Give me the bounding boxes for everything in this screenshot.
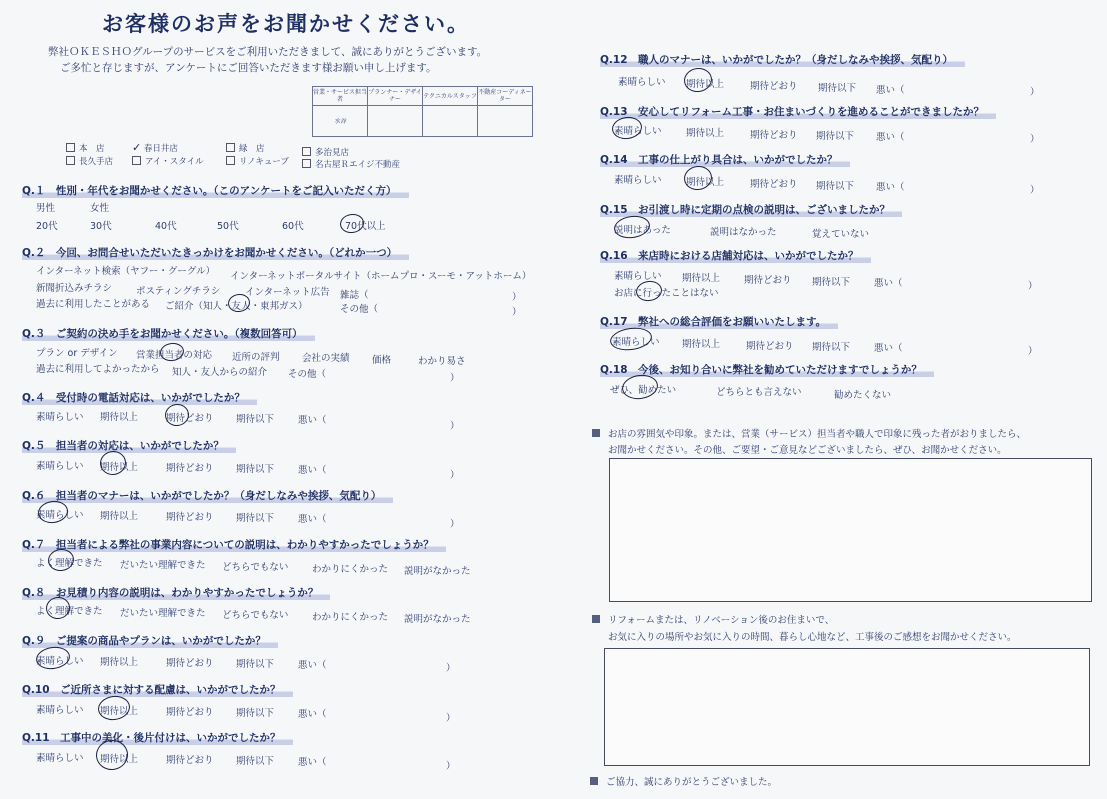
option-newspaper-flyer[interactable]: 新聞折込みチラシ (36, 283, 113, 294)
option-neighborhood-reputation[interactable]: 近所の評判 (232, 352, 280, 363)
checkbox-icon (66, 156, 75, 165)
question-q11: Q.11 工事中の美化・後片付けは、いかがでしたか？ (22, 730, 293, 745)
store-honten[interactable]: 本 店 (66, 142, 105, 154)
option-20s[interactable]: 20代 (36, 221, 58, 232)
staff-signature: 水谷 (313, 106, 368, 137)
store-nagakute[interactable]: 長久手店 (66, 155, 113, 167)
option-understood-well[interactable]: よく理解できた (36, 606, 103, 617)
option-above-expectation[interactable]: 期待以上 (100, 511, 139, 522)
option-above-expectation[interactable]: 期待以上 (682, 339, 721, 350)
close-paren: ） (450, 519, 460, 530)
option-hard-to-understand[interactable]: わかりにくかった (312, 564, 389, 575)
free-comment-1-prompt-line-1: お店の雰囲気や印象。または、営業（サービス）担当者や職人で印象に残った者がおりましたら、 (592, 426, 1026, 440)
question-q6: Q.６ 担当者のマナーは、いかがでしたか？（身だしなみや挨拶、気配り） (22, 488, 393, 503)
option-above-expectation[interactable]: 期待以上 (100, 706, 139, 717)
option-internet-ad[interactable]: インターネット広告 (245, 287, 330, 298)
store-kasugai[interactable]: ✓ 春日井店 (132, 141, 178, 154)
free-comment-2-textarea[interactable] (604, 648, 1090, 766)
option-above-expectation[interactable]: 期待以上 (100, 462, 139, 473)
close-paren: ） (1030, 134, 1040, 145)
question-q16: Q.16 来店時における店舗対応は、いかがでしたか？ (600, 248, 871, 263)
answer-circle (613, 214, 652, 241)
option-mostly-understood[interactable]: だいたい理解できた (120, 560, 206, 571)
checkbox-icon (226, 143, 235, 152)
option-excellent[interactable]: 素晴らしい (36, 510, 84, 521)
option-below-expectation[interactable]: 期待以下 (816, 181, 855, 192)
option-excellent[interactable]: 素晴らしい (36, 461, 84, 472)
close-paren: ） (1030, 87, 1040, 98)
option-above-expectation[interactable]: 期待以上 (682, 273, 721, 284)
option-bad[interactable]: 悪い（ (298, 757, 327, 768)
option-as-expected[interactable]: 期待どおり (166, 755, 214, 766)
option-below-expectation[interactable]: 期待以下 (236, 414, 275, 425)
option-bad[interactable]: 悪い（ (298, 415, 327, 426)
question-q1: Q.１ 性別・年代をお聞かせください。（このアンケートをご記入いただく方） (22, 183, 409, 198)
option-other[interactable]: その他（ (340, 304, 379, 315)
question-q4: Q.４ 受付時の電話対応は、いかがでしたか？ (22, 390, 257, 405)
option-bad[interactable]: 悪い（ (874, 343, 903, 354)
question-q9: Q.９ ご提案の商品やプランは、いかがでしたか？ (22, 633, 278, 648)
staff-header-realestate: 不動産コーディネーター (478, 87, 533, 106)
option-excellent[interactable]: 素晴らしい (36, 412, 84, 423)
option-as-expected[interactable]: 期待どおり (750, 130, 798, 141)
checkbox-icon (302, 159, 311, 168)
option-30s[interactable]: 30代 (90, 221, 112, 232)
option-below-expectation[interactable]: 期待以下 (236, 756, 275, 767)
question-q3: Q.３ ご契約の決め手をお聞かせください。（複数回答可） (22, 326, 315, 341)
store-midori[interactable]: 緑 店 (226, 142, 265, 154)
close-paren: ） (512, 292, 522, 303)
question-q18: Q.18 今後、お知り合いに弊社を勧めていただけますでしょうか？ (600, 362, 934, 377)
option-as-expected[interactable]: 期待どおり (750, 179, 798, 190)
option-below-expectation[interactable]: 期待以下 (236, 708, 275, 719)
question-q8: Q.８ お見積り内容の説明は、わかりやすかったでしょうか？ (22, 585, 330, 600)
close-paren: ） (450, 470, 460, 481)
option-below-expectation[interactable]: 期待以下 (236, 513, 275, 524)
option-plan-design[interactable]: プラン or デザイン (36, 348, 118, 359)
option-below-expectation[interactable]: 期待以下 (236, 464, 275, 475)
answer-circle (35, 645, 72, 672)
option-price[interactable]: 価格 (372, 355, 392, 366)
option-hard-to-understand[interactable]: わかりにくかった (312, 612, 389, 623)
staff-cell-planner (368, 106, 423, 137)
option-portal-site[interactable]: インターネットポータルサイト（ホームプロ・スーモ・アットホーム） (230, 271, 532, 282)
option-explained[interactable]: 説明はあった (614, 225, 671, 236)
close-paren: ） (1028, 346, 1038, 357)
intro-line-2: ご多忙と存じますが、アンケートにご回答いただきます様お願い申し上げます。 (60, 62, 437, 74)
square-bullet-icon (590, 777, 598, 785)
option-posting-flyer[interactable]: ポスティングチラシ (136, 286, 221, 297)
option-above-expectation[interactable]: 期待以上 (686, 177, 725, 188)
option-as-expected[interactable]: 期待どおり (166, 512, 214, 523)
close-paren: ） (446, 663, 456, 674)
option-neutral[interactable]: どちらでもない (222, 610, 289, 621)
checkbox-icon (132, 156, 141, 165)
option-excellent[interactable]: 素晴らしい (36, 705, 84, 716)
option-excellent[interactable]: 素晴らしい (36, 753, 84, 764)
square-bullet-icon (592, 615, 600, 623)
question-q2: Q.２ 今回、お問合せいただいたきっかけをお聞かせください。（どれか一つ） (22, 245, 409, 260)
option-bad[interactable]: 悪い（ (298, 514, 327, 525)
option-bad[interactable]: 悪い（ (298, 709, 327, 720)
checkbox-icon (66, 143, 75, 152)
option-no-explanation[interactable]: 説明がなかった (404, 614, 471, 625)
option-below-expectation[interactable]: 期待以下 (236, 659, 275, 670)
option-below-expectation[interactable]: 期待以下 (812, 342, 851, 353)
option-as-expected[interactable]: 期待どおり (166, 463, 214, 474)
staff-header-planner: プランナー・デザイナー (368, 87, 423, 106)
option-above-expectation[interactable]: 期待以上 (686, 79, 725, 90)
option-as-expected[interactable]: 期待どおり (166, 413, 214, 424)
free-comment-2-prompt-line-1: リフォームまたは、リノベーション後のお住まいで、 (592, 612, 834, 626)
option-bad[interactable]: 悪い（ (874, 278, 903, 289)
store-renocube[interactable]: リノキューブ (226, 155, 289, 167)
option-excellent[interactable]: 素晴らしい (614, 126, 662, 137)
option-as-expected[interactable]: 期待どおり (166, 707, 214, 718)
option-sales-response[interactable]: 営業担当者の対応 (136, 350, 213, 361)
question-q10: Q.10 ご近所さまに対する配慮は、いかがでしたか？ (22, 682, 293, 697)
question-q7: Q.７ 担当者による弊社の事業内容についての説明は、わかりやすかったでしょうか？ (22, 537, 446, 552)
option-not-explained[interactable]: 説明はなかった (710, 227, 777, 238)
close-paren: ） (446, 713, 456, 724)
option-excellent[interactable]: 素晴らしい (612, 337, 660, 348)
checkbox-icon (226, 156, 235, 165)
staff-header-sales: 営業・サービス担当者 (313, 87, 368, 106)
option-bad[interactable]: 悪い（ (876, 85, 905, 96)
check-mark-icon: ✓ (132, 141, 142, 154)
option-below-expectation[interactable]: 期待以下 (812, 277, 851, 288)
page-title: お客様のお声をお聞かせください。 (102, 12, 470, 36)
option-below-expectation[interactable]: 期待以下 (816, 131, 855, 142)
option-used-before[interactable]: 過去に利用したことがある (36, 299, 151, 310)
option-bad[interactable]: 悪い（ (298, 465, 327, 476)
option-mostly-understood[interactable]: だいたい理解できた (120, 608, 206, 619)
question-q17: Q.17 弊社への総合評価をお願いいたします。 (600, 314, 838, 329)
option-female[interactable]: 女性 (90, 203, 110, 214)
option-dont-remember[interactable]: 覚えていない (812, 229, 870, 240)
free-comment-2-prompt-line-2: お気に入りの場所やお気に入りの時間、暮らし心地など、工事後のご感想をお聞かせください。 (608, 632, 1017, 643)
option-excellent[interactable]: 素晴らしい (614, 175, 662, 186)
option-excellent[interactable]: 素晴らしい (614, 271, 662, 282)
store-nagoya-r-age[interactable]: 名古屋Ｒエイジ不動産 (302, 158, 400, 170)
option-magazine[interactable]: 雑誌（ (340, 290, 369, 301)
thanks-message: ご協力、誠にありがとうございました。 (590, 774, 777, 788)
option-60s[interactable]: 60代 (282, 221, 304, 232)
option-as-expected[interactable]: 期待どおり (744, 275, 792, 286)
option-understood-well[interactable]: よく理解できた (36, 558, 103, 569)
square-bullet-icon (592, 429, 600, 437)
option-as-expected[interactable]: 期待どおり (750, 81, 798, 92)
question-q12: Q.12 職人のマナーは、いかがでしたか？（身だしなみや挨拶、気配り） (600, 52, 965, 67)
free-comment-1-prompt-line-2: お聞かせください。その他、ご要望・ご意見などございましたら、ぜひ、お聞かせください。 (608, 445, 1007, 456)
store-tajimi[interactable]: 多治見店 (302, 146, 349, 158)
option-above-expectation[interactable]: 期待以上 (100, 412, 139, 423)
option-cant-say[interactable]: どちらとも言えない (716, 387, 802, 398)
option-clarity[interactable]: わかり易さ (418, 356, 466, 367)
staff-cell-realestate (478, 106, 533, 137)
staff-cell-technical (423, 106, 478, 137)
close-paren: ） (446, 761, 456, 772)
question-q13: Q.13 安心してリフォーム工事・お住まいづくりを進めることができましたか？ (600, 104, 996, 119)
option-no-explanation[interactable]: 説明がなかった (404, 566, 471, 577)
option-as-expected[interactable]: 期待どおり (166, 658, 214, 669)
staff-header-technical: テクニカルスタッフ (423, 87, 478, 106)
option-40s[interactable]: 40代 (155, 221, 177, 232)
option-dont-recommend[interactable]: 勧めたくない (834, 390, 892, 401)
close-paren: ） (450, 373, 460, 384)
question-q15: Q.15 お引渡し時に定期の点検の説明は、ございましたか？ (600, 202, 902, 217)
option-50s[interactable]: 50代 (217, 221, 239, 232)
option-above-expectation[interactable]: 期待以上 (100, 657, 139, 668)
option-bad[interactable]: 悪い（ (298, 660, 327, 671)
option-above-expectation[interactable]: 期待以上 (686, 128, 725, 139)
close-paren: ） (512, 307, 522, 318)
option-excellent[interactable]: 素晴らしい (36, 656, 84, 667)
option-other[interactable]: その他（ (288, 369, 327, 380)
option-company-record[interactable]: 会社の実績 (302, 353, 350, 364)
option-above-expectation[interactable]: 期待以上 (100, 754, 139, 765)
option-neutral[interactable]: どちらでもない (222, 562, 289, 573)
question-q5: Q.５ 担当者の対応は、いかがでしたか？ (22, 438, 236, 453)
intro-line-1: 弊社ＯＫＥＳＨＯグループのサービスをご利用いただきまして、誠にありがとうございます。 (48, 46, 488, 58)
option-referral[interactable]: ご紹介（知人・友人・東邦ガス） (165, 301, 308, 312)
option-bad[interactable]: 悪い（ (876, 132, 905, 143)
answer-circle (96, 694, 131, 722)
close-paren: ） (450, 421, 460, 432)
staff-table (312, 86, 533, 137)
close-paren: ） (1030, 185, 1040, 196)
option-friend-referral[interactable]: 知人・友人からの紹介 (172, 367, 268, 378)
store-istyle[interactable]: アイ・スタイル (132, 155, 204, 167)
option-as-expected[interactable]: 期待どおり (746, 341, 794, 352)
option-internet-search[interactable]: インターネット検索（ヤフー・グーグル） (36, 266, 216, 277)
checkbox-icon (302, 147, 311, 156)
option-excellent[interactable]: 素晴らしい (618, 77, 666, 88)
option-never-visited-store[interactable]: お店に行ったことはない (614, 288, 719, 299)
question-q14: Q.14 工事の仕上がり具合は、いかがでしたか？ (600, 152, 850, 167)
option-male[interactable]: 男性 (36, 203, 56, 214)
free-comment-1-textarea[interactable] (609, 458, 1092, 602)
option-good-past-experience[interactable]: 過去に利用してよかったから (36, 364, 160, 375)
answer-circle (609, 325, 654, 353)
option-bad[interactable]: 悪い（ (876, 182, 905, 193)
option-70s-plus[interactable]: 70代以上 (345, 221, 386, 232)
close-paren: ） (1028, 281, 1038, 292)
option-below-expectation[interactable]: 期待以下 (818, 83, 857, 94)
answer-circle (635, 279, 664, 302)
option-definitely-recommend[interactable]: ぜひ、勧めたい (610, 385, 677, 396)
